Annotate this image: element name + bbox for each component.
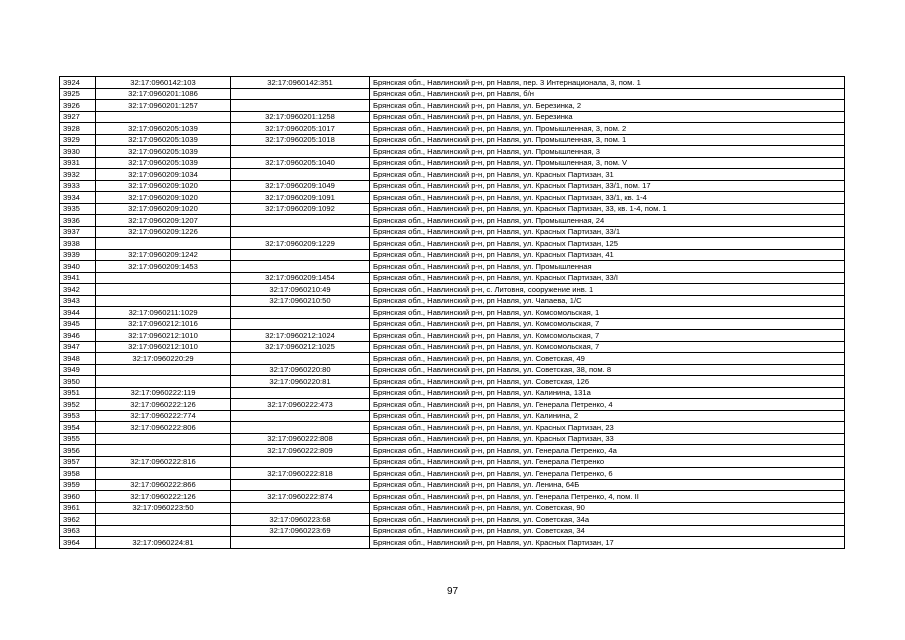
address-cell: Брянская обл., Навлинский р-н, рп Навля, ул. Генерала Петренко xyxy=(370,456,845,468)
table-row xyxy=(60,249,845,261)
row-number-cell: 3935 xyxy=(60,203,96,215)
address-cell: Брянская обл., Навлинский р-н, рп Навля, ул. Советская, 34 xyxy=(370,525,845,537)
parcel-number-cell: 32:17:0960209:1020 xyxy=(96,180,231,192)
address-cell: Брянская обл., Навлинский р-н, рп Навля, ул. Комсомольская, 7 xyxy=(370,330,845,342)
table-row xyxy=(60,123,845,135)
address-cell: Брянская обл., Навлинский р-н, рп Навля, б/н xyxy=(370,88,845,100)
row-number-cell: 3937 xyxy=(60,226,96,238)
table-row xyxy=(60,399,845,411)
address-cell: Брянская обл., Навлинский р-н, рп Навля, ул. Красных Партизан, 33/1, пом. 17 xyxy=(370,180,845,192)
parcel-number-cell: 32:17:0960222:806 xyxy=(96,422,231,434)
table-row xyxy=(60,410,845,422)
row-number-cell: 3963 xyxy=(60,525,96,537)
object-number-cell: 32:17:0960223:69 xyxy=(231,525,370,537)
row-number-cell: 3944 xyxy=(60,307,96,319)
table-row xyxy=(60,341,845,353)
table-row xyxy=(60,111,845,123)
object-number-cell: 32:17:0960142:351 xyxy=(231,77,370,89)
address-cell: Брянская обл., Навлинский р-н, рп Навля, ул. Комсомольская, 1 xyxy=(370,307,845,319)
object-number-cell xyxy=(231,215,370,227)
address-cell: Брянская обл., Навлинский р-н, рп Навля, ул. Промышленная, 3, пом. 1 xyxy=(370,134,845,146)
address-cell: Брянская обл., Навлинский р-н, рп Навля, ул. Ленина, 64Б xyxy=(370,479,845,491)
table-row xyxy=(60,537,845,549)
parcel-number-cell: 32:17:0960222:126 xyxy=(96,399,231,411)
address-cell: Брянская обл., Навлинский р-н, рп Навля, ул. Промышленная, 3, пом. V xyxy=(370,157,845,169)
table-row xyxy=(60,445,845,457)
row-number-cell: 3941 xyxy=(60,272,96,284)
row-number-cell: 3954 xyxy=(60,422,96,434)
row-number-cell: 3955 xyxy=(60,433,96,445)
row-number-cell: 3951 xyxy=(60,387,96,399)
address-cell: Брянская обл., Навлинский р-н, рп Навля, ул. Генерала Петренко, 6 xyxy=(370,468,845,480)
object-number-cell xyxy=(231,226,370,238)
table-row xyxy=(60,318,845,330)
object-number-cell: 32:17:0960210:49 xyxy=(231,284,370,296)
object-number-cell: 32:17:0960212:1024 xyxy=(231,330,370,342)
table-row xyxy=(60,192,845,204)
object-number-cell: 32:17:0960205:1017 xyxy=(231,123,370,135)
address-cell: Брянская обл., Навлинский р-н, рп Навля, ул. Комсомольская, 7 xyxy=(370,318,845,330)
parcel-number-cell: 32:17:0960142:103 xyxy=(96,77,231,89)
parcel-number-cell: 32:17:0960205:1039 xyxy=(96,134,231,146)
object-number-cell xyxy=(231,100,370,112)
row-number-cell: 3959 xyxy=(60,479,96,491)
table-row xyxy=(60,157,845,169)
parcel-number-cell: 32:17:0960209:1020 xyxy=(96,203,231,215)
parcel-number-cell xyxy=(96,295,231,307)
table-row xyxy=(60,479,845,491)
table-row xyxy=(60,353,845,365)
address-cell: Брянская обл., Навлинский р-н, рп Навля, ул. Советская, 38, пом. 8 xyxy=(370,364,845,376)
table-row xyxy=(60,456,845,468)
parcel-number-cell: 32:17:0960209:1020 xyxy=(96,192,231,204)
object-number-cell: 32:17:0960222:473 xyxy=(231,399,370,411)
row-number-cell: 3943 xyxy=(60,295,96,307)
object-number-cell: 32:17:0960220:81 xyxy=(231,376,370,388)
table-row xyxy=(60,203,845,215)
parcel-number-cell: 32:17:0960212:1010 xyxy=(96,341,231,353)
row-number-cell: 3950 xyxy=(60,376,96,388)
parcel-number-cell xyxy=(96,272,231,284)
row-number-cell: 3925 xyxy=(60,88,96,100)
table-row xyxy=(60,376,845,388)
table-row xyxy=(60,330,845,342)
address-cell: Брянская обл., Навлинский р-н, рп Навля, ул. Калинина, 131а xyxy=(370,387,845,399)
address-cell: Брянская обл., Навлинский р-н, рп Навля, ул. Красных Партизан, 125 xyxy=(370,238,845,250)
address-cell: Брянская обл., Навлинский р-н, рп Навля, ул. Советская, 49 xyxy=(370,353,845,365)
table-row xyxy=(60,491,845,503)
row-number-cell: 3931 xyxy=(60,157,96,169)
address-cell: Брянская обл., Навлинский р-н, рп Навля, ул. Красных Партизан, 33 xyxy=(370,433,845,445)
address-cell: Брянская обл., Навлинский р-н, рп Навля, ул. Красных Партизан, 23 xyxy=(370,422,845,434)
address-cell: Брянская обл., Навлинский р-н, рп Навля, ул. Генерала Петренко, 4а xyxy=(370,445,845,457)
object-number-cell: 32:17:0960209:1049 xyxy=(231,180,370,192)
table-row xyxy=(60,226,845,238)
address-cell: Брянская обл., Навлинский р-н, рп Навля, ул. Промышленная xyxy=(370,261,845,273)
row-number-cell: 3952 xyxy=(60,399,96,411)
address-cell: Брянская обл., Навлинский р-н, рп Навля, ул. Красных Партизан, 33, кв. 1-4, пом. 1 xyxy=(370,203,845,215)
row-number-cell: 3932 xyxy=(60,169,96,181)
object-number-cell: 32:17:0960209:1454 xyxy=(231,272,370,284)
table-row xyxy=(60,215,845,227)
address-cell: Брянская обл., Навлинский р-н, рп Навля, ул. Красных Партизан, 31 xyxy=(370,169,845,181)
parcel-number-cell xyxy=(96,376,231,388)
row-number-cell: 3961 xyxy=(60,502,96,514)
row-number-cell: 3949 xyxy=(60,364,96,376)
object-number-cell xyxy=(231,88,370,100)
address-cell: Брянская обл., Навлинский р-н, рп Навля, ул. Калинина, 2 xyxy=(370,410,845,422)
row-number-cell: 3928 xyxy=(60,123,96,135)
parcel-number-cell: 32:17:0960222:816 xyxy=(96,456,231,468)
register-table xyxy=(59,76,845,549)
address-cell: Брянская обл., Навлинский р-н, рп Навля, ул. Красных Партизан, 33/I xyxy=(370,272,845,284)
table-row xyxy=(60,100,845,112)
row-number-cell: 3927 xyxy=(60,111,96,123)
object-number-cell xyxy=(231,537,370,549)
address-cell: Брянская обл., Навлинский р-н, рп Навля, ул. Советская, 34а xyxy=(370,514,845,526)
table-row xyxy=(60,88,845,100)
object-number-cell: 32:17:0960222:874 xyxy=(231,491,370,503)
object-number-cell xyxy=(231,307,370,319)
parcel-number-cell xyxy=(96,238,231,250)
object-number-cell: 32:17:0960222:818 xyxy=(231,468,370,480)
table-row xyxy=(60,307,845,319)
object-number-cell: 32:17:0960220:80 xyxy=(231,364,370,376)
parcel-number-cell: 32:17:0960212:1016 xyxy=(96,318,231,330)
parcel-number-cell: 32:17:0960209:1242 xyxy=(96,249,231,261)
row-number-cell: 3964 xyxy=(60,537,96,549)
parcel-number-cell: 32:17:0960209:1034 xyxy=(96,169,231,181)
object-number-cell: 32:17:0960210:50 xyxy=(231,295,370,307)
object-number-cell xyxy=(231,387,370,399)
row-number-cell: 3934 xyxy=(60,192,96,204)
parcel-number-cell: 32:17:0960212:1010 xyxy=(96,330,231,342)
row-number-cell: 3929 xyxy=(60,134,96,146)
object-number-cell: 32:17:0960209:1091 xyxy=(231,192,370,204)
row-number-cell: 3962 xyxy=(60,514,96,526)
object-number-cell xyxy=(231,249,370,261)
table-row xyxy=(60,134,845,146)
table-row xyxy=(60,468,845,480)
table-row xyxy=(60,272,845,284)
object-number-cell xyxy=(231,479,370,491)
parcel-number-cell: 32:17:0960223:50 xyxy=(96,502,231,514)
row-number-cell: 3947 xyxy=(60,341,96,353)
table-row xyxy=(60,525,845,537)
register-table-body xyxy=(60,77,845,549)
parcel-number-cell xyxy=(96,364,231,376)
table-row xyxy=(60,284,845,296)
object-number-cell: 32:17:0960205:1018 xyxy=(231,134,370,146)
object-number-cell: 32:17:0960205:1040 xyxy=(231,157,370,169)
address-cell: Брянская обл., Навлинский р-н, рп Навля, ул. Промышленная, 3 xyxy=(370,146,845,158)
object-number-cell xyxy=(231,169,370,181)
parcel-number-cell xyxy=(96,514,231,526)
address-cell: Брянская обл., Навлинский р-н, рп Навля, ул. Чапаева, 1/С xyxy=(370,295,845,307)
table-row xyxy=(60,433,845,445)
table-row xyxy=(60,180,845,192)
object-number-cell xyxy=(231,502,370,514)
parcel-number-cell: 32:17:0960209:1453 xyxy=(96,261,231,273)
row-number-cell: 3945 xyxy=(60,318,96,330)
table-row xyxy=(60,364,845,376)
parcel-number-cell: 32:17:0960222:774 xyxy=(96,410,231,422)
table-row xyxy=(60,502,845,514)
parcel-number-cell: 32:17:0960220:29 xyxy=(96,353,231,365)
row-number-cell: 3933 xyxy=(60,180,96,192)
address-cell: Брянская обл., Навлинский р-н, рп Навля, ул. Промышленная, 24 xyxy=(370,215,845,227)
row-number-cell: 3926 xyxy=(60,100,96,112)
row-number-cell: 3956 xyxy=(60,445,96,457)
parcel-number-cell xyxy=(96,445,231,457)
parcel-number-cell xyxy=(96,433,231,445)
table-row xyxy=(60,169,845,181)
object-number-cell: 32:17:0960222:808 xyxy=(231,433,370,445)
row-number-cell: 3930 xyxy=(60,146,96,158)
object-number-cell xyxy=(231,146,370,158)
row-number-cell: 3936 xyxy=(60,215,96,227)
address-cell: Брянская обл., Навлинский р-н, рп Навля, ул. Березинка xyxy=(370,111,845,123)
parcel-number-cell: 32:17:0960224:81 xyxy=(96,537,231,549)
table-row xyxy=(60,295,845,307)
page-number: 97 xyxy=(446,586,459,597)
row-number-cell: 3960 xyxy=(60,491,96,503)
address-cell: Брянская обл., Навлинский р-н, рп Навля, ул. Промышленная, 3, пом. 2 xyxy=(370,123,845,135)
parcel-number-cell: 32:17:0960205:1039 xyxy=(96,146,231,158)
row-number-cell: 3940 xyxy=(60,261,96,273)
parcel-number-cell xyxy=(96,468,231,480)
row-number-cell: 3939 xyxy=(60,249,96,261)
address-cell: Брянская обл., Навлинский р-н, рп Навля, пер. 3 Интернационала, 3, пом. 1 xyxy=(370,77,845,89)
address-cell: Брянская обл., Навлинский р-н, рп Навля, ул. Красных Партизан, 41 xyxy=(370,249,845,261)
table-row xyxy=(60,387,845,399)
row-number-cell: 3924 xyxy=(60,77,96,89)
object-number-cell xyxy=(231,422,370,434)
object-number-cell xyxy=(231,456,370,468)
parcel-number-cell: 32:17:0960205:1039 xyxy=(96,123,231,135)
parcel-number-cell: 32:17:0960222:866 xyxy=(96,479,231,491)
object-number-cell: 32:17:0960201:1258 xyxy=(231,111,370,123)
parcel-number-cell: 32:17:0960201:1086 xyxy=(96,88,231,100)
object-number-cell: 32:17:0960222:809 xyxy=(231,445,370,457)
parcel-number-cell: 32:17:0960209:1226 xyxy=(96,226,231,238)
table-row xyxy=(60,146,845,158)
parcel-number-cell: 32:17:0960205:1039 xyxy=(96,157,231,169)
row-number-cell: 3958 xyxy=(60,468,96,480)
table-row xyxy=(60,422,845,434)
parcel-number-cell xyxy=(96,284,231,296)
table-row xyxy=(60,514,845,526)
table-row xyxy=(60,238,845,250)
parcel-number-cell: 32:17:0960209:1207 xyxy=(96,215,231,227)
object-number-cell: 32:17:0960209:1092 xyxy=(231,203,370,215)
address-cell: Брянская обл., Навлинский р-н, рп Навля, ул. Комсомольская, 7 xyxy=(370,341,845,353)
address-cell: Брянская обл., Навлинский р-н, рп Навля, ул. Советская, 126 xyxy=(370,376,845,388)
object-number-cell: 32:17:0960223:68 xyxy=(231,514,370,526)
parcel-number-cell: 32:17:0960222:126 xyxy=(96,491,231,503)
object-number-cell xyxy=(231,410,370,422)
table-row xyxy=(60,261,845,273)
address-cell: Брянская обл., Навлинский р-н, рп Навля, ул. Советская, 90 xyxy=(370,502,845,514)
row-number-cell: 3957 xyxy=(60,456,96,468)
table-row xyxy=(60,77,845,89)
object-number-cell: 32:17:0960209:1229 xyxy=(231,238,370,250)
parcel-number-cell xyxy=(96,525,231,537)
object-number-cell: 32:17:0960212:1025 xyxy=(231,341,370,353)
address-cell: Брянская обл., Навлинский р-н, рп Навля, ул. Красных Партизан, 17 xyxy=(370,537,845,549)
row-number-cell: 3946 xyxy=(60,330,96,342)
row-number-cell: 3942 xyxy=(60,284,96,296)
object-number-cell xyxy=(231,353,370,365)
row-number-cell: 3953 xyxy=(60,410,96,422)
address-cell: Брянская обл., Навлинский р-н, рп Навля, ул. Красных Партизан, 33/1 xyxy=(370,226,845,238)
address-cell: Брянская обл., Навлинский р-н, рп Навля, ул. Березинка, 2 xyxy=(370,100,845,112)
address-cell: Брянская обл., Навлинский р-н, рп Навля, ул. Красных Партизан, 33/1, кв. 1-4 xyxy=(370,192,845,204)
address-cell: Брянская обл., Навлинский р-н, рп Навля, ул. Генерала Петренко, 4, пом. II xyxy=(370,491,845,503)
parcel-number-cell: 32:17:0960211:1029 xyxy=(96,307,231,319)
object-number-cell xyxy=(231,261,370,273)
row-number-cell: 3938 xyxy=(60,238,96,250)
parcel-number-cell: 32:17:0960201:1257 xyxy=(96,100,231,112)
object-number-cell xyxy=(231,318,370,330)
address-cell: Брянская обл., Навлинский р-н, с. Литовня, сооружение инв. 1 xyxy=(370,284,845,296)
parcel-number-cell: 32:17:0960222:119 xyxy=(96,387,231,399)
row-number-cell: 3948 xyxy=(60,353,96,365)
address-cell: Брянская обл., Навлинский р-н, рп Навля, ул. Генерала Петренко, 4 xyxy=(370,399,845,411)
parcel-number-cell xyxy=(96,111,231,123)
